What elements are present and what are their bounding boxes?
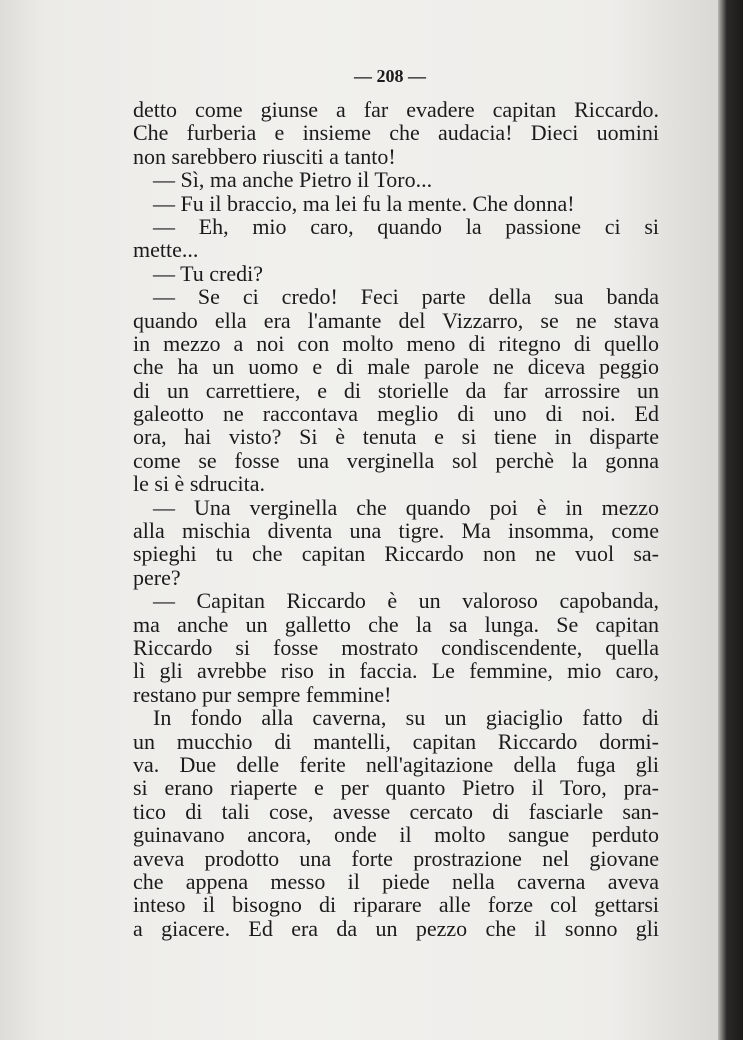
- text-line: Riccardo si fosse mostrato condiscendente, quella: [133, 634, 659, 660]
- text-line: le si è sdrucita.: [133, 471, 265, 497]
- text-line: aveva prodotto una forte prostrazione nel giovane: [133, 845, 659, 871]
- text-line: non sarebbero riusciti a tanto!: [133, 143, 396, 169]
- text-line: — Eh, mio caro, quando la passione ci si: [153, 213, 659, 239]
- text-line: che ha un uomo e di male parole ne diceva peggio: [133, 354, 659, 380]
- book-gutter: [718, 0, 743, 1040]
- text-line: — Tu credi?: [153, 260, 263, 286]
- text-line: In fondo alla caverna, su un giaciglio fatto di: [153, 705, 659, 731]
- text-line: mette...: [133, 237, 199, 263]
- text-line: inteso il bisogno di riparare alle forze col gettarsi: [133, 892, 659, 918]
- text-line: — Capitan Riccardo è un valoroso capobanda,: [153, 588, 659, 614]
- text-line: un mucchio di mantelli, capitan Riccardo dormi-: [133, 728, 659, 754]
- text-line: quando ella era l'amante del Vizzarro, se ne stava: [133, 307, 659, 333]
- text-line: guinavano ancora, onde il molto sangue perduto: [133, 822, 659, 848]
- text-line: di un carrettiere, e di storielle da far arrossire un: [133, 377, 659, 403]
- text-line: galeotto ne raccontava meglio di uno di noi. Ed: [133, 401, 659, 427]
- text-line: alla mischia diventa una tigre. Ma insomma, come: [133, 518, 659, 544]
- text-line: — Fu il braccio, ma lei fu la mente. Che donna!: [153, 190, 575, 216]
- text-line: — Se ci credo! Feci parte della sua banda: [153, 284, 659, 310]
- text-line: lì gli avrebbe riso in faccia. Le femmine, mio caro,: [133, 658, 659, 684]
- text-line: restano pur sempre femmine!: [133, 681, 392, 707]
- text-line: come se fosse una verginella sol perchè la gonna: [133, 447, 659, 473]
- text-line: a giacere. Ed era da un pezzo che il sonno gli: [133, 915, 659, 941]
- text-line: tico di tali cose, avesse cercato di fasciarle san-: [133, 798, 659, 824]
- text-line: va. Due delle ferite nell'agitazione della fuga gli: [133, 751, 659, 777]
- text-line: in mezzo a noi con molto meno di ritegno di quello: [133, 330, 659, 356]
- text-line: ma anche un galletto che la sa lunga. Se capitan: [133, 611, 659, 637]
- text-line: detto come giunse a far evadere capitan Riccardo.: [133, 97, 659, 122]
- text-line: — Sì, ma anche Pietro il Toro...: [153, 167, 433, 193]
- text-line: si erano riaperte e per quanto Pietro il Toro, pra-: [133, 775, 659, 801]
- text-line: pere?: [133, 564, 181, 590]
- text-line: spieghi tu che capitan Riccardo non ne vuol sa-: [133, 541, 659, 567]
- text-line: ora, hai visto? Si è tenuta e si tiene in disparte: [133, 424, 659, 450]
- text-body: [133, 98, 659, 940]
- text-line: che appena messo il piede nella caverna aveva: [133, 868, 659, 894]
- text-line: Che furberia e insieme che audacia! Dieci uomini: [133, 120, 659, 146]
- page-number: — 208 —: [354, 66, 426, 86]
- text-line: — Una verginella che quando poi è in mezzo: [153, 494, 659, 520]
